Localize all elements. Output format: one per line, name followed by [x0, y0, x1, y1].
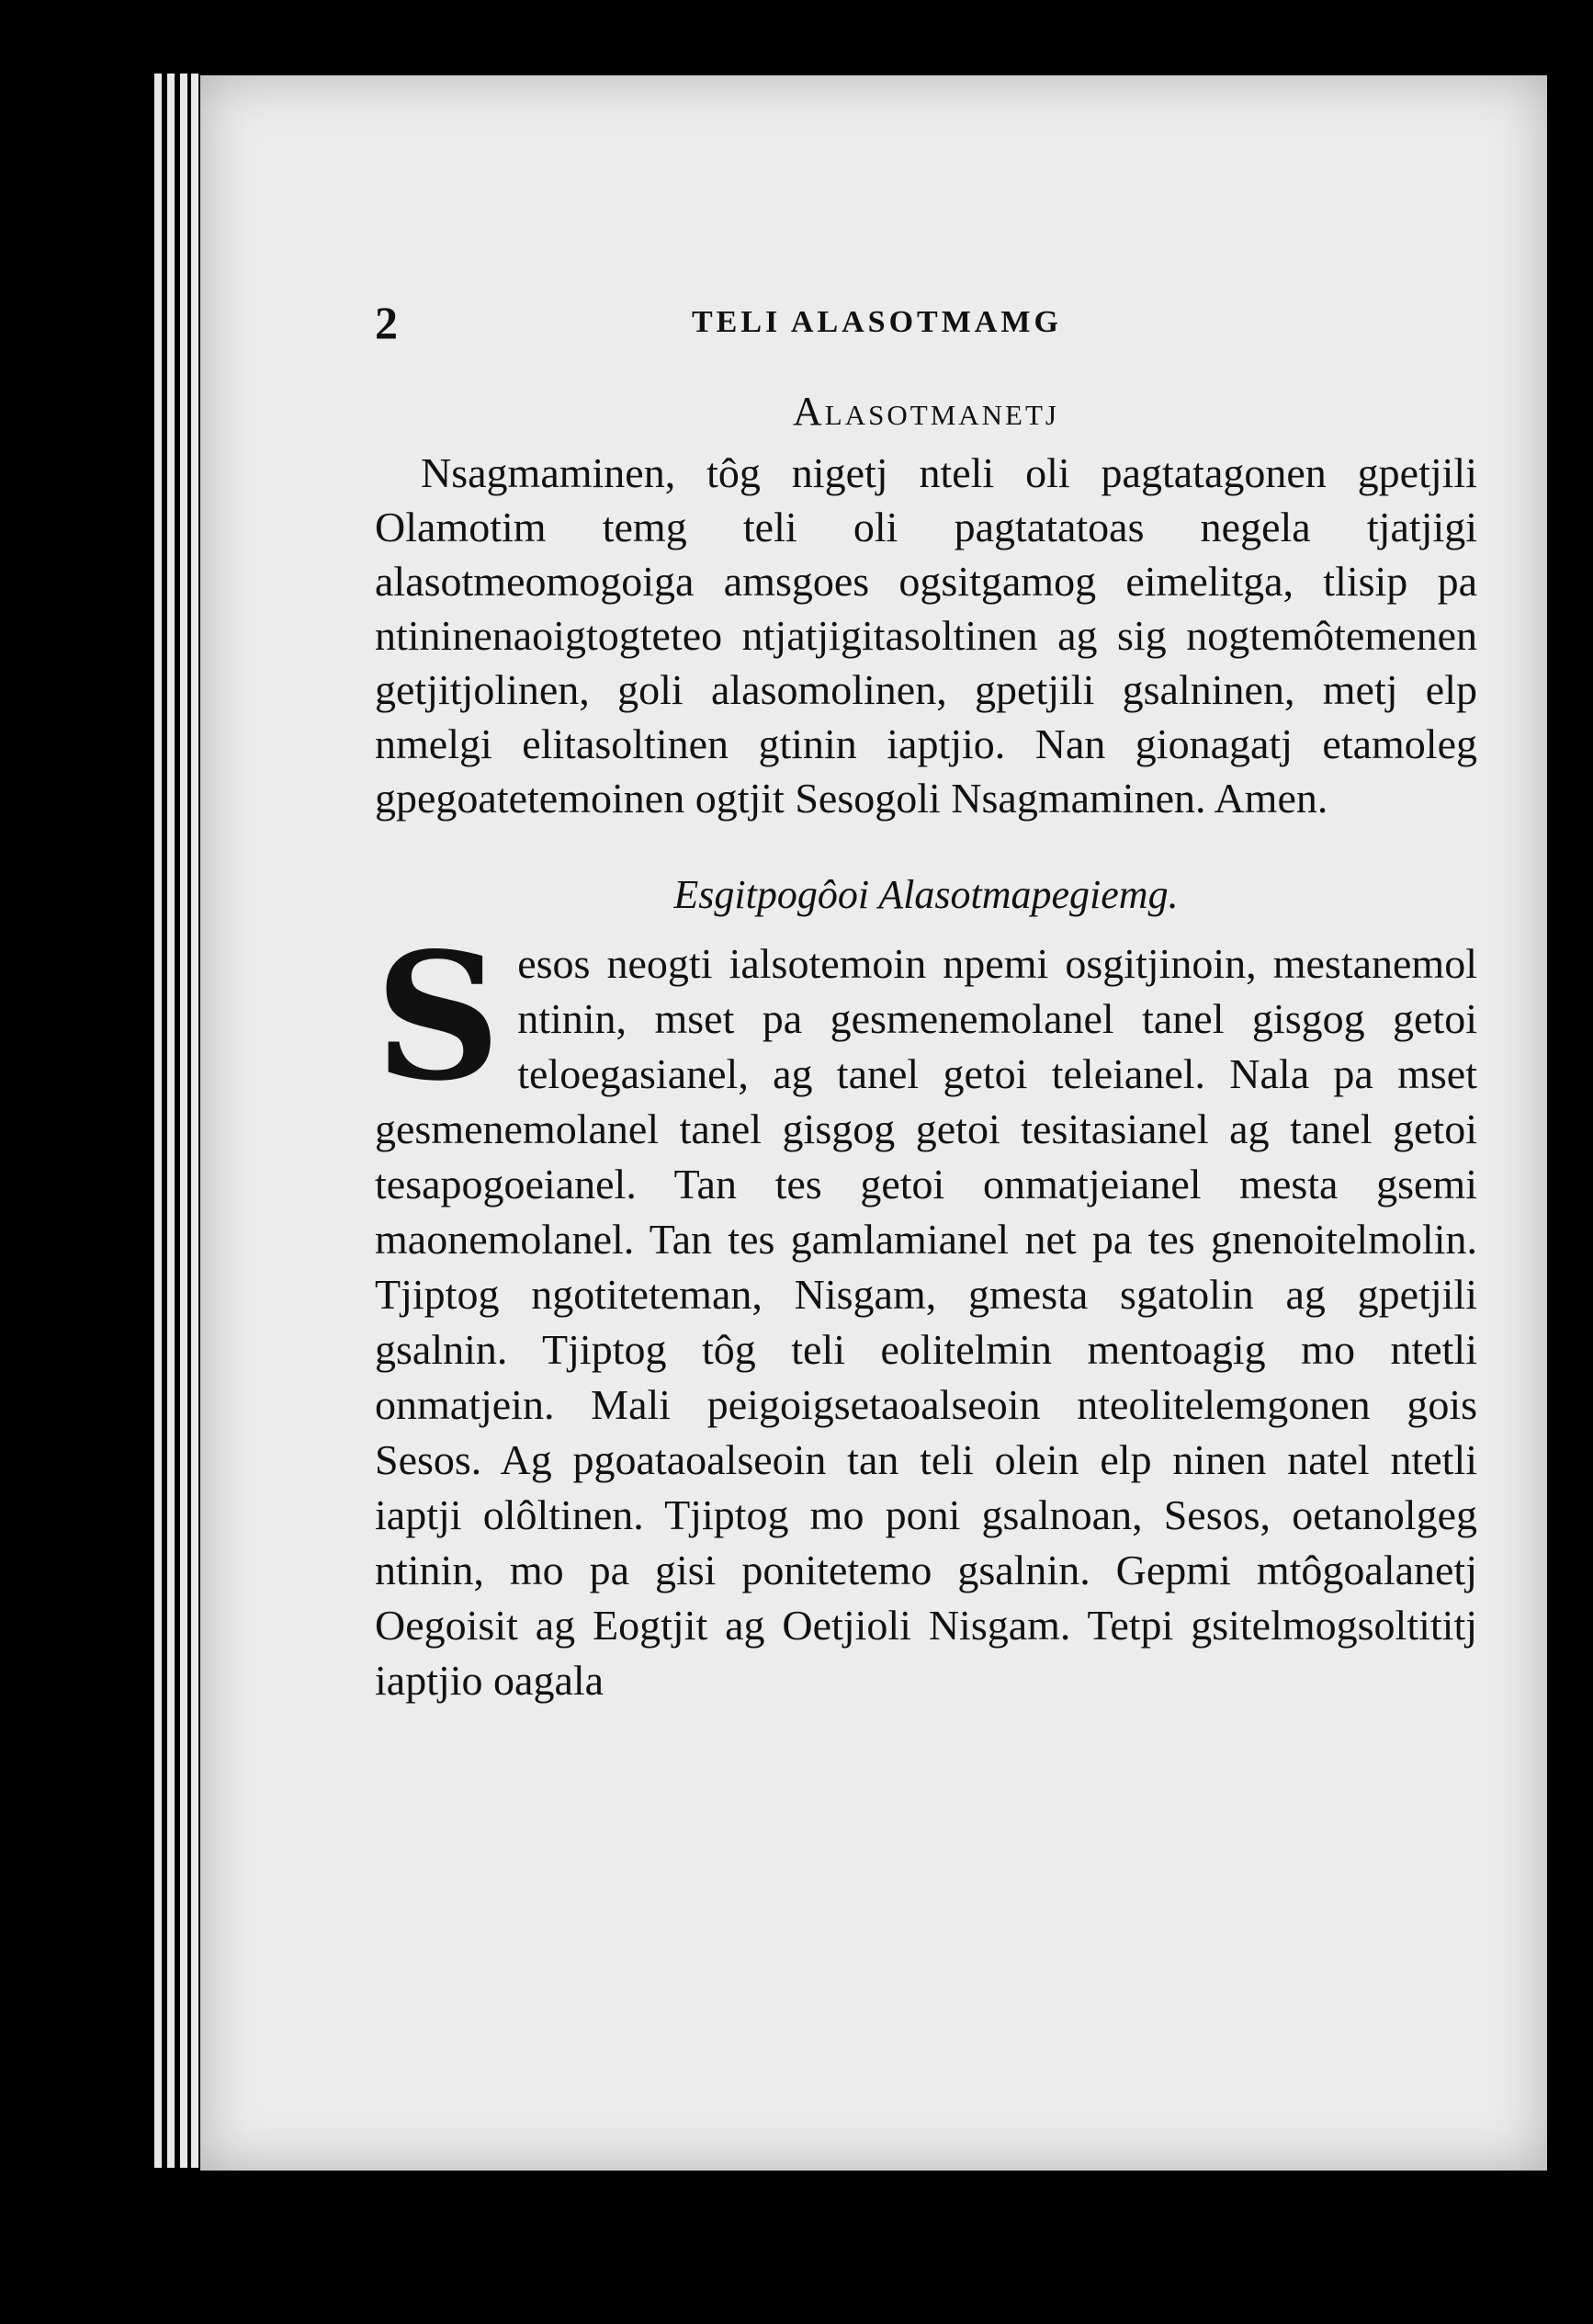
text-block: [375, 296, 1477, 1708]
page-edge-2: [167, 74, 175, 2168]
page-edge-3: [180, 74, 187, 2168]
running-head: TELI ALASOTMAMG: [692, 305, 1062, 339]
paragraph-1: Nsagmaminen, tôg nigetj nteli oli pagtatagonen gpetjili Olamotim temg teli oli pagtatatoas negela tjatjigi alasotmeomogoiga amsgoes ogsitgamog eimelitga, tlisip pa ntininenaoigtogteteo ntjatjigitasoltinen ag sig nogtemôtemenen getjitjolinen, goli alasomolinen, gpetjili gsalninen, metj elp nmelgi elitasoltinen gtinin iaptjio. Nan gionagatj etamoleg gpegoatetemoinen ogtjit Sesogoli Nsagmaminen. Amen.: [375, 449, 1477, 822]
subtitle: Esgitpogôoi Alasotmapegiemg.: [673, 872, 1179, 917]
page-header: [375, 296, 1477, 369]
page-number: 2: [375, 297, 398, 348]
drop-cap: S: [375, 914, 502, 1119]
page-edge-1: [154, 74, 162, 2168]
paragraph-2-container: [375, 914, 1477, 1708]
paragraph-2: esos neogti ialsotemoin npemi osgitjinoin, mestanemol ntinin, mset pa gesmenemolanel tanel gisgog getoi teloegasianel, ag tanel getoi teleianel. Nala pa mset gesmenemolanel tanel gisgog getoi tesitasianel ag tanel getoi tesapogoeianel. Tan tes getoi onmatjeianel mesta gsemi maonemolanel. Tan tes gamlamianel net pa tes gnenoitelmolin. Tjiptog ngotiteteman, Nisgam, gmesta sgatolin ag gpetjili gsalnin. Tjiptog tôg teli eolitelmin mentoagig mo ntetli onmatjein. Mali peigoigsetaoalseoin nteolitelemgonen gois Sesos. Ag pgoataoalseoin tan teli olein elp ninen natel ntetli iaptji olôltinen. Tjiptog mo poni gsalnoan, Sesos, oetanolgeg ntinin, mo pa gisi ponitetemo gsalnin. Gepmi mtôgoalanetj Oegoisit ag Eogtjit ag Oetjioli Nisgam. Tetpi gsitelmogsoltititj iaptjio oagala: [375, 940, 1477, 1704]
section-title: Alasotmanetj: [793, 389, 1059, 434]
page-edge-4: [191, 74, 198, 2168]
book-page: [200, 75, 1547, 2171]
